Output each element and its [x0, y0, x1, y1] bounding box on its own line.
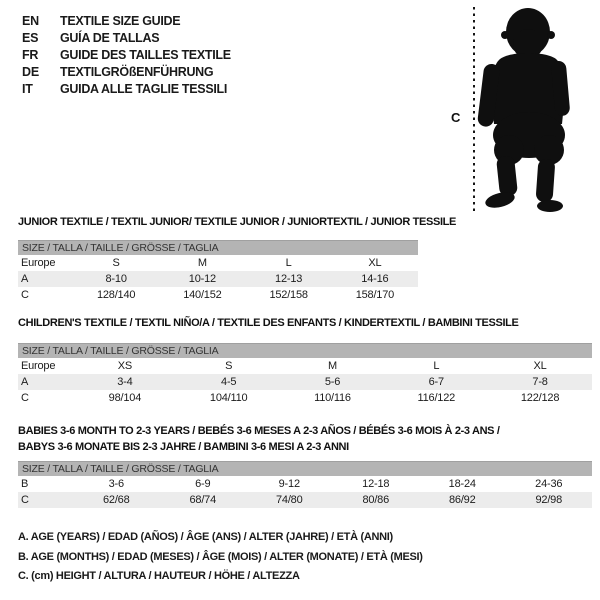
babies-size-table: [18, 461, 592, 508]
size-cell: 6-9: [195, 478, 211, 490]
table-row: [18, 374, 592, 390]
junior-table-title: JUNIOR TEXTILE / TEXTIL JUNIOR/ TEXTILE JUNIOR / JUNIORTEXTIL / JUNIOR TESSILE: [18, 216, 457, 228]
table-row: [18, 390, 592, 406]
table-row: [18, 271, 418, 287]
size-cell: 7-8: [532, 376, 548, 388]
size-cell: 3-4: [117, 376, 133, 388]
size-cell: 12-13: [275, 273, 303, 285]
language-row: [22, 46, 231, 63]
size-cell: 68/74: [189, 494, 217, 506]
height-label: C: [451, 110, 461, 125]
size-cell: 80/86: [362, 494, 390, 506]
row-label: Europe: [21, 257, 56, 269]
language-code: ES: [22, 30, 39, 45]
row-label: C: [21, 494, 29, 506]
size-cell: 62/68: [102, 494, 130, 506]
footnote-age-months: B. AGE (MONTHS) / EDAD (MESES) / ÂGE (MOIS) / ALTER (MONATE) / ETÀ (MESI): [18, 550, 423, 563]
size-cell: 116/122: [417, 392, 456, 404]
size-cell: 8-10: [105, 273, 127, 285]
size-cell: 128/140: [96, 289, 136, 301]
size-cell: XL: [533, 360, 547, 372]
language-row: [22, 63, 231, 80]
size-header-bar: SIZE / TALLA / TAILLE / GRÖSSE / TAGLIA: [18, 240, 418, 255]
babies-title-line1: BABIES 3-6 MONTH TO 2-3 YEARS / BEBÉS 3-6 MESES A 2-3 AÑOS / BÉBÉS 3-6 MOIS À 2-3 ANS /: [18, 425, 500, 437]
children-table-title: CHILDREN'S TEXTILE / TEXTIL NIÑO/A / TEXTILE DES ENFANTS / KINDERTEXTIL / BAMBINI TESSILE: [18, 317, 519, 329]
table-row: [18, 255, 418, 271]
size-cell: 86/92: [448, 494, 476, 506]
size-cell: 110/116: [314, 392, 351, 404]
language-code: DE: [22, 64, 39, 79]
size-cell: XS: [117, 360, 133, 372]
size-cell: 74/80: [275, 494, 303, 506]
size-cell: 122/128: [520, 392, 560, 404]
row-label: C: [21, 289, 29, 301]
size-cell: 3-6: [108, 478, 124, 490]
row-label: C: [21, 392, 29, 404]
language-title: GUÍA DE TALLAS: [60, 30, 160, 45]
size-cell: 98/104: [108, 392, 142, 404]
size-cell: L: [433, 360, 440, 372]
row-label: A: [21, 376, 29, 388]
size-cell: 104/110: [209, 392, 248, 404]
babies-table-title: [18, 424, 500, 455]
language-title-list: [22, 12, 231, 97]
size-cell: 18-24: [448, 478, 476, 490]
language-title: GUIDE DES TAILLES TEXTILE: [60, 47, 231, 62]
language-row: [22, 12, 231, 29]
row-label: B: [21, 478, 29, 490]
baby-silhouette-figure: [440, 4, 595, 216]
table-row: [18, 287, 418, 303]
language-row: [22, 80, 231, 97]
language-code: FR: [22, 47, 39, 62]
footnotes: [18, 531, 423, 590]
table-row: [18, 476, 592, 492]
size-cell: 158/170: [355, 289, 395, 301]
table-row: [18, 492, 592, 508]
size-cell: 4-5: [221, 376, 237, 388]
language-code: IT: [22, 81, 33, 96]
size-cell: 6-7: [428, 376, 444, 388]
children-size-table: [18, 343, 592, 406]
size-cell: 9-12: [278, 478, 300, 490]
size-cell: M: [197, 257, 207, 269]
size-header-bar: SIZE / TALLA / TAILLE / GRÖSSE / TAGLIA: [18, 461, 592, 476]
size-cell: M: [328, 360, 337, 372]
footnote-age-years: A. AGE (YEARS) / EDAD (AÑOS) / ÂGE (ANS) / ALTER (JAHRE) / ETÀ (ANNI): [18, 531, 393, 543]
babies-title-line2: BABYS 3-6 MONATE BIS 2-3 JAHRE / BAMBINI 3-6 MESI A 2-3 ANNI: [18, 440, 349, 453]
size-header-bar: SIZE / TALLA / TAILLE / GRÖSSE / TAGLIA: [18, 343, 592, 358]
footnote-height: C. (cm) HEIGHT / ALTURA / HAUTEUR / HÖHE / ALTEZZA: [18, 570, 300, 582]
size-cell: 152/158: [269, 289, 308, 301]
size-cell: 10-12: [188, 273, 216, 285]
language-title: TEXTILGRÖßENFÜHRUNG: [60, 64, 214, 79]
table-row: [18, 358, 592, 374]
row-label: A: [21, 273, 29, 285]
size-cell: S: [225, 360, 233, 372]
language-row: [22, 29, 231, 46]
size-cell: 92/98: [535, 494, 563, 506]
size-cell: XL: [368, 257, 382, 269]
baby-silhouette: [477, 8, 571, 212]
size-cell: 24-36: [535, 478, 563, 490]
row-label: Europe: [21, 360, 56, 372]
size-cell: 5-6: [324, 376, 341, 388]
size-cell: L: [285, 257, 292, 269]
junior-size-table: [18, 240, 418, 303]
language-code: EN: [22, 13, 39, 28]
size-cell: S: [112, 257, 120, 269]
size-cell: 14-16: [361, 273, 389, 285]
language-title: TEXTILE SIZE GUIDE: [60, 13, 181, 28]
size-cell: 12-18: [362, 478, 390, 490]
language-title: GUIDA ALLE TAGLIE TESSILI: [60, 81, 228, 96]
size-cell: 140/152: [183, 289, 222, 301]
